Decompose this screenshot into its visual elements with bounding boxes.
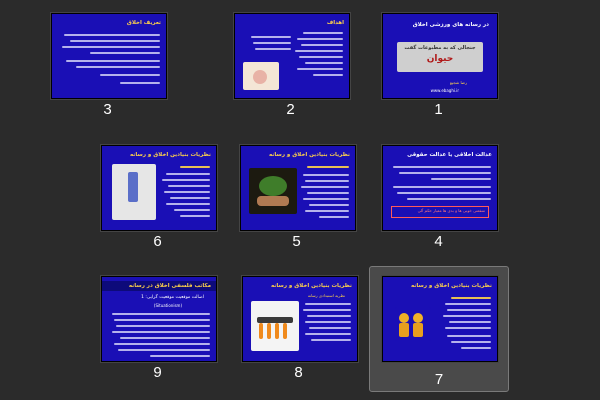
slide-number: 3 (103, 101, 112, 118)
slide-preview (101, 145, 217, 231)
slide-preview (51, 13, 167, 99)
slide-number: 1 (434, 101, 443, 118)
slide-thumbnail-6[interactable] (91, 137, 224, 250)
slide-site: www.ebaghi.ir (430, 88, 459, 93)
slide-preview (382, 276, 498, 362)
slide-number: 5 (292, 233, 301, 250)
slide-thumbnail-2[interactable] (224, 5, 357, 118)
slide-title: نظریات بنیادین اخلاق و رسانه (410, 283, 492, 289)
slide-preview (242, 276, 358, 362)
slide-latin-term: (Situationism) (153, 303, 182, 308)
slide-title: نظریات بنیادین اخلاق و رسانه (268, 152, 350, 158)
slide-number: 7 (434, 371, 444, 388)
slide-title: اهداف (326, 20, 344, 26)
slide-title: عدالت اخلاقی یا عدالت حقوقی (407, 152, 492, 158)
slide-thumbnail-4[interactable] (372, 137, 505, 250)
slide-thumbnail-1[interactable] (372, 5, 505, 118)
slide-number: 2 (286, 101, 295, 118)
slide-preview (382, 145, 498, 231)
slide-title: تعریف اخلاق (126, 20, 161, 26)
slide-title: در رسانه های ورزشی اخلاق (412, 22, 489, 28)
slide-number: 4 (434, 233, 443, 250)
slide-thumbnail-7-selected[interactable] (369, 266, 509, 392)
banner-word: حیوان (426, 54, 454, 64)
slide-number: 6 (153, 233, 162, 250)
slide-preview (240, 145, 356, 231)
slide-thumbnail-9[interactable] (91, 268, 224, 381)
slide-title: نظریات بنیادین اخلاق و رسانه (129, 152, 211, 158)
slide-author: رضا شجیع (449, 80, 467, 85)
slide-preview (101, 276, 217, 362)
slide-title: نظریات بنیادین اخلاق و رسانه (270, 283, 352, 289)
slide-subtitle: اصالت موقعیت موقعیت گرایی: 1 (141, 295, 204, 300)
slide-preview (234, 13, 350, 99)
slide-preview (382, 13, 498, 99)
boxed-text: منفعتی خوبی ها و بدی ها معیار حکم آلی (417, 208, 485, 213)
banner-heading: جنجالی که به مطبوعات گفت (404, 45, 476, 51)
slide-title: مکاتب فلسفی اخلاق در رسانه (128, 283, 211, 289)
slide-number: 9 (153, 364, 162, 381)
slide-banner-image (397, 42, 483, 72)
slide-thumbnail-8[interactable] (232, 268, 365, 381)
slide-thumbnail-5[interactable] (230, 137, 363, 250)
slide-number: 8 (294, 364, 303, 381)
slide-subtitle: نظریه استبدادی رسانه (307, 293, 345, 298)
slide-thumbnail-3[interactable] (41, 5, 174, 118)
